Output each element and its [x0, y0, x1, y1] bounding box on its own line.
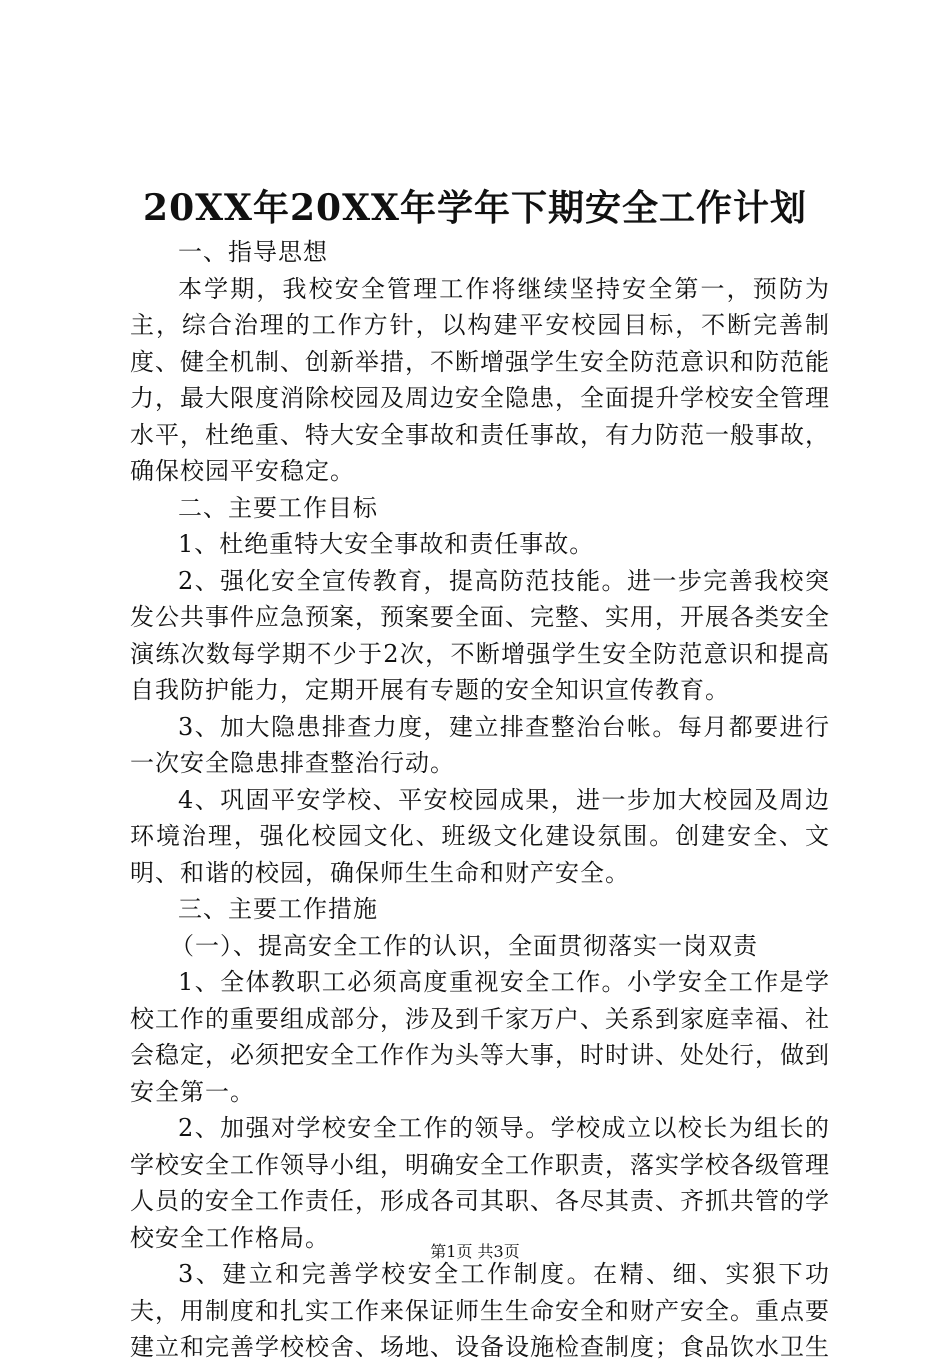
section-heading-guiding-ideology: 一、指导思想	[178, 238, 328, 266]
goal-item-2: 2、强化安全宣传教育，提高防范技能。进一步完善我校突发公共事件应急预案，预案要全面、完整、实用，开展各类安全演练次数每学期不少于2次，不断增强学生安全防范意识和提高自我防护能力，定期开展有专题的安全知识宣传教育。	[130, 566, 830, 704]
measure-item-3: 3、建立和完善学校安全工作制度。在精、细、实狠下功夫，用制度和扎实工作来保证师生生命安全和财产安全。重点要建立和完善学校校舍、场地、设备设施检查制度；食品饮水卫生	[130, 1260, 830, 1361]
goal-item-4: 4、巩固平安学校、平安校园成果，进一步加大校园及周边环境治理，强化校园文化、班级文化建设氛围。创建安全、文明、和谐的校园，确保师生生命和财产安全。	[130, 785, 830, 887]
page-number-footer: 第1页 共3页	[430, 1242, 520, 1261]
document-title: 20XX年20XX年学年下期安全工作计划	[143, 187, 807, 229]
goal-item-1: 1、杜绝重特大安全事故和责任事故。	[178, 530, 595, 558]
paragraph-guiding-ideology: 本学期，我校安全管理工作将继续坚持安全第一，预防为主，综合治理的工作方针，以构建平安校园目标，不断完善制度、健全机制、创新举措，不断增强学生安全防范意识和防范能力，最大限度消除校园及周边安全隐患，全面提升学校安全管理水平，杜绝重、特大安全事故和责任事故，有力防范一般事故，确保校园平安稳定。	[130, 274, 830, 485]
document-body	[130, 234, 830, 1366]
measure-item-2: 2、加强对学校安全工作的领导。学校成立以校长为组长的学校安全工作领导小组，明确安全工作职责，落实学校各级管理人员的安全工作责任，形成各司其职、各尽其责、齐抓共管的学校安全工作格局。	[130, 1114, 830, 1252]
section-heading-main-measures: 三、主要工作措施	[178, 895, 378, 923]
measure-item-1: 1、全体教职工必须高度重视安全工作。小学安全工作是学校工作的重要组成部分，涉及到千家万户、关系到家庭幸福、社会稳定，必须把安全工作作为头等大事，时时讲、处处行，做到安全第一。	[130, 968, 830, 1106]
section-heading-main-goals: 二、主要工作目标	[178, 493, 378, 522]
subsection-heading-1: （一）、提高安全工作的认识，全面贯彻落实一岗双责	[170, 931, 758, 960]
goal-item-3: 3、加大隐患排查力度，建立排查整治台帐。每月都要进行一次安全隐患排查整治行动。	[130, 712, 830, 777]
